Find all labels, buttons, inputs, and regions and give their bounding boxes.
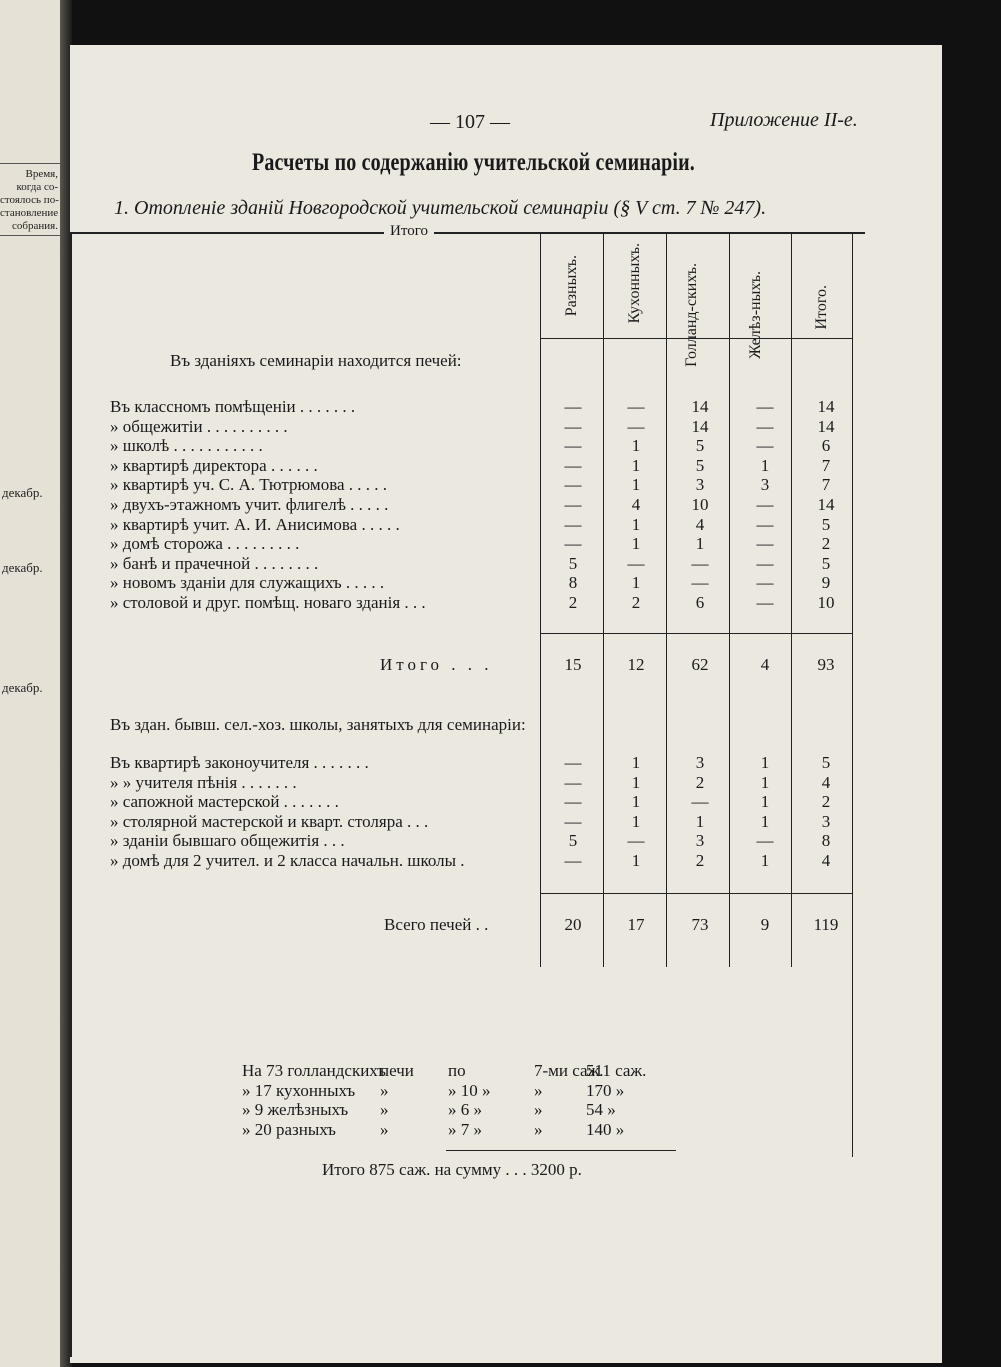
table-cell: 9 [821,573,831,593]
table-row-label: » сапожной мастерской . . . . . . . [110,792,339,812]
left-rule-bottom [0,235,60,236]
table-cell: — [756,514,774,534]
table-row-label: » квартирѣ уч. С. А. Тютрюмова . . . . . [110,475,388,495]
table-cell: 1 [631,475,641,495]
table-left-rule [70,232,72,1357]
left-note-line: Время, [25,168,58,180]
column-header-gollandskikh: Голланд-скихъ. [683,263,700,367]
table-row-label: » квартирѣ директора . . . . . . [110,455,318,475]
table-cell: 10 [691,495,709,514]
table-cell: — [756,416,774,436]
table-cell: 14 [817,416,835,436]
table-cell: 1 [631,851,641,870]
column-header-zheleznykh: Желѣз-ныхъ. [747,271,764,359]
table-cell: — [564,811,582,831]
table-row-label: » квартирѣ учит. А. И. Анисимова . . . . . [110,514,400,534]
calc-cell: » [380,1080,389,1100]
table-cell: — [691,553,709,573]
table-cell: — [627,416,645,436]
table-cell: 8 [821,831,831,851]
column-header-kukhonnykh: Кухонныхъ. [626,243,643,324]
table-cell: 1 [760,772,770,792]
table-cell: 6 [695,593,705,612]
calc-cell: » 9 желѣзныхъ [242,1100,349,1119]
total-cell: 73 [691,915,709,934]
table-cell: 8 [568,573,578,593]
table-cell: 3 [695,475,705,495]
table-cell: — [564,772,582,792]
table-row-label: » двухъ-этажномъ учит. флигелѣ . . . . . [110,495,389,514]
table-cell: 3 [760,475,770,495]
table-cell: 5 [821,514,831,534]
calc-cell: 511 саж. [586,1061,647,1080]
table-cell: 1 [695,811,705,831]
col-divider [666,232,667,967]
table-cell: 10 [817,593,835,612]
col-divider [852,232,853,1157]
total-cell: 12 [627,655,645,674]
left-margin-notes [0,168,58,233]
table-row-label: » столярной мастерской и кварт. столяра . . . [110,811,429,831]
table-cell: — [756,397,774,416]
table-cell: 14 [691,397,709,416]
table-cell: 14 [691,416,709,436]
total-label: Итого . . . [380,655,493,674]
left-page-fragment [0,0,62,1367]
table-cell: — [756,534,774,554]
table-cell: — [564,792,582,812]
calc-cell: » [380,1100,389,1119]
calc-cell: 7-ми саж. [534,1061,604,1080]
table-cell: 1 [631,792,641,812]
table-cell: 1 [760,455,770,475]
table-cell: — [564,495,582,514]
table-cell: — [564,436,582,456]
table-cell: 5 [695,455,705,475]
table-cell: — [564,397,582,416]
calc-cell: по [448,1061,466,1080]
calc-cell: » [534,1080,543,1100]
section-title: Въ зданіяхъ семинаріи находится печей: [170,351,462,370]
table-cell: — [627,397,645,416]
column-header-itogo: Итого. [813,285,830,330]
table-row-label: Въ классномъ помѣщеніи . . . . . . . [110,397,356,416]
table-header-label: Итого [384,223,434,240]
subtotal-rule [540,633,852,634]
table-cell: 14 [817,397,835,416]
table-cell: 1 [760,811,770,831]
calc-cell: печи [380,1061,414,1080]
table-row-label: » домѣ для 2 учител. и 2 класса начальн. школы . [110,851,465,870]
calc-rule [446,1150,676,1151]
table-cell: 2 [568,593,578,612]
total-cell: 4 [760,655,770,674]
table-cell: 1 [631,534,641,554]
calc-cell: » [380,1119,389,1139]
calc-cell: » [534,1119,543,1139]
table-cell: 5 [568,553,578,573]
table-cell: 1 [631,514,641,534]
col-divider [603,232,604,967]
table-cell: 1 [631,436,641,456]
table-cell: 1 [760,851,770,870]
calc-cell: » 6 » [448,1100,482,1119]
table-cell: — [756,573,774,593]
table-cell: — [564,416,582,436]
table-cell: 1 [631,772,641,792]
table-cell: — [756,495,774,514]
table-cell: 5 [821,553,831,573]
table-cell: 2 [821,792,831,812]
table-cell: 1 [760,792,770,812]
left-note-line: когда со- [16,181,58,193]
total-cell: 93 [817,655,835,674]
calc-cell: » 17 кухонныхъ [242,1080,356,1100]
table-cell: 3 [695,753,705,772]
table-row-label: » новомъ зданіи для служащихъ . . . . . [110,573,385,593]
table-cell: — [564,475,582,495]
left-margin-word: декабр. [2,680,43,695]
table-cell: 4 [821,772,831,792]
total-cell: 9 [760,915,770,934]
table-cell: 6 [821,436,831,456]
document-page [70,45,942,1363]
table-cell: — [756,831,774,851]
table-cell: — [564,753,582,772]
table-cell: — [756,553,774,573]
table-cell: 1 [631,811,641,831]
table-row-label: » банѣ и прачечной . . . . . . . . [110,553,319,573]
calc-cell: 140 » [586,1119,625,1139]
table-cell: — [691,573,709,593]
table-cell: 1 [695,534,705,554]
table-row-label: » зданіи бывшаго общежитія . . . [110,831,345,851]
table-cell: 5 [695,436,705,456]
table-row-label: » столовой и друг. помѣщ. новаго зданія . . . [110,593,426,612]
table-cell: 2 [695,772,705,792]
table-cell: 7 [821,475,831,495]
calc-cell: » 7 » [448,1119,482,1139]
table-cell: 1 [631,455,641,475]
table-row-label: Въ квартирѣ законоучителя . . . . . . . [110,753,369,772]
table-cell: 14 [817,495,835,514]
table-cell: 3 [821,811,831,831]
table-cell: 3 [695,831,705,851]
left-note-line: становление [0,207,59,219]
table-cell: — [756,593,774,612]
page-title: Расчеты по содержанію учительской семинаріи. [252,149,695,176]
column-header-raznykh: Разныхъ. [563,255,580,317]
table-cell: 1 [760,753,770,772]
grand-total-label: Всего печей . . [384,915,489,934]
left-note-line: стоялось по- [0,194,59,206]
total-cell: 15 [564,655,582,674]
table-cell: 4 [695,514,705,534]
table-row-label: » общежитіи . . . . . . . . . . [110,416,288,436]
table-cell: — [564,455,582,475]
table-cell: — [564,534,582,554]
left-rule-top [0,163,60,164]
table-cell: 7 [821,455,831,475]
table-cell: 4 [821,851,831,870]
table-cell: 5 [821,753,831,772]
col-divider [729,232,730,967]
section-subtitle: 1. Отопленіе зданій Новгородской учительской семинаріи (§ V ст. 7 № 247). [114,197,767,219]
total-cell: 62 [691,655,709,674]
table-cell: — [691,792,709,812]
table-cell: 1 [631,753,641,772]
table-top-rule [70,232,865,234]
col-divider [791,232,792,967]
total-cell: 20 [564,915,582,934]
total-cell: 17 [627,915,645,934]
total-cell: 119 [813,915,839,934]
calc-cell: На 73 голландскихъ [242,1061,386,1080]
left-margin-word: декабр. [2,485,43,500]
calc-cell: 170 » [586,1080,625,1100]
left-note-line: собрания. [12,220,58,232]
appendix-label: Приложение II-е. [710,109,858,131]
table-row-label: » домѣ сторожа . . . . . . . . . [110,534,300,554]
page-number: — 107 — [430,111,510,133]
table-cell: — [756,436,774,456]
table-row-label: » » учителя пѣнія . . . . . . . [110,772,297,792]
calc-cell: » [534,1100,543,1119]
left-margin-word: декабр. [2,560,43,575]
table-cell: — [564,851,582,870]
table-cell: — [627,831,645,851]
table-cell: 2 [821,534,831,554]
grand-total-rule [540,893,852,894]
table-cell: — [627,553,645,573]
table-cell: — [564,514,582,534]
calc-cell: » 20 разныхъ [242,1119,336,1139]
table-cell: 5 [568,831,578,851]
table-cell: 2 [631,593,641,612]
table-cell: 2 [695,851,705,870]
calc-total: Итого 875 саж. на сумму . . . 3200 р. [322,1160,582,1179]
table-row-label: » школѣ . . . . . . . . . . . [110,436,263,456]
table-cell: 1 [631,573,641,593]
calc-cell: » 10 » [448,1080,491,1100]
section-title: Въ здан. бывш. сел.-хоз. школы, занятыхъ для семинаріи: [110,715,526,734]
table-cell: 4 [631,495,641,514]
calc-cell: 54 » [586,1100,616,1119]
col-divider [540,232,541,967]
